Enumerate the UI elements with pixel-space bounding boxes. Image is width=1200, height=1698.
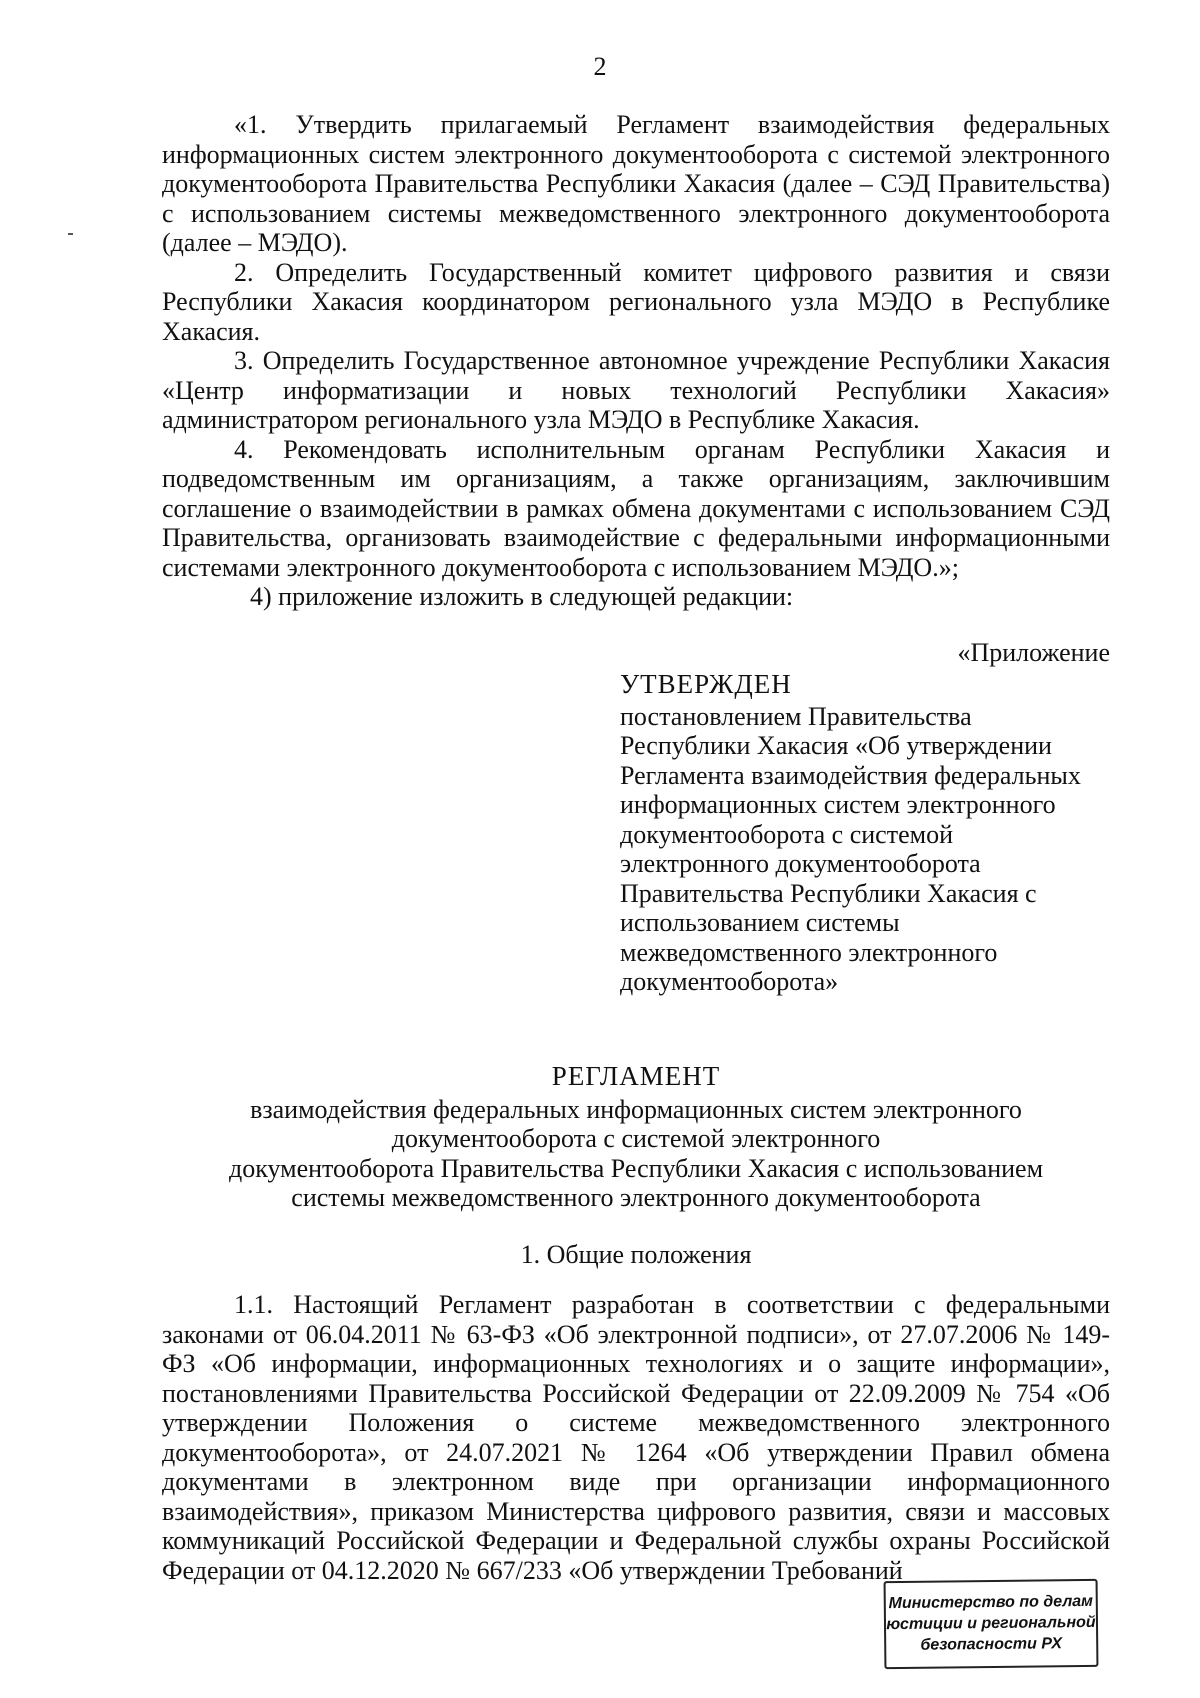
approval-heading: УТВЕРЖДЕН — [620, 669, 792, 699]
stamp-line: Министерство по делам — [888, 1592, 1094, 1613]
regulation-subtitle-line: системы межведомственного электронного документооборота — [291, 1183, 981, 1212]
registration-stamp — [884, 1579, 1099, 1669]
scan-artifact — [68, 233, 73, 235]
paragraph-item-4: 4. Рекомендовать исполнительным органам Республики Хакасия и подведомственным им организациям, а также организациям, заключившим соглашение о взаимодействии в рамках обмена документами с использованием СЭД Правительства, организовать взаимодействие с федеральными информационными системами электронного документооборота с использованием МЭДО.»; — [162, 434, 1110, 582]
approval-text: постановлением Правительства Республики Хакасия «Об утверждении Регламента взаимодействия федеральных информационных систем электронного документооборота с системой электронного документооборота Правительства Республики Хакасия с использованием системы межведомственного электронного документооборота» — [620, 701, 1081, 996]
appendix-label: «Приложение — [957, 638, 1110, 667]
page-number: 2 — [593, 52, 607, 81]
stamp-line: юстиции и региональной — [886, 1613, 1096, 1634]
regulation-subtitle-line: взаимодействия федеральных информационных систем электронного — [250, 1094, 1022, 1124]
regulation-title: РЕГЛАМЕНТ — [551, 1061, 721, 1091]
regulation-title-block — [162, 1062, 1110, 1213]
paragraph-item-2: 2. Определить Государственный комитет цифрового развития и связи Республики Хакасия координатором регионального узла МЭДО в Республике Хакасия. — [162, 257, 1110, 346]
section-body — [162, 1290, 1110, 1585]
paragraph-item-3: 3. Определить Государственное автономное учреждение Республики Хакасия «Центр информатизации и новых технологий Республики Хакасия» администратором регионального узла МЭДО в Республике Хакасия. — [162, 346, 1110, 434]
stamp-line: безопасности РХ — [920, 1635, 1063, 1654]
approval-block — [620, 670, 1090, 997]
paragraph-subitem-4: 4) приложение изложить в следующей редакции: — [250, 582, 794, 611]
regulation-subtitle-line: документооборота с системой электронного — [391, 1124, 881, 1153]
regulation-subtitle-line: документооборота Правительства Республики Хакасия с использованием — [228, 1153, 1044, 1183]
paragraph-item-1: «1. Утвердить прилагаемый Регламент взаимодействия федеральных информационных систем электронного документооборота с системой электронного документооборота Правительства Республики Хакасия (далее – СЭД Правительства) с использованием системы межведомственного электронного документооборота (далее – МЭДО). — [162, 110, 1110, 257]
section-paragraph: 1.1. Настоящий Регламент разработан в соответствии с федеральными законами от 06.04.2011 № 63-ФЗ «Об электронной подписи», от 27.07.2006 № 149-ФЗ «Об информации, информационных технологиях и о защите информации», постановлениями Правительства Российской Федерации от 22.09.2009 № 754 «Об утверждении Положения о системе межведомственного электронного документооборота», от 24.07.2021 № 1264 «Об утверждении Правил обмена документами в электронном виде при организации информационного взаимодействия», приказом Министерства цифрового развития, связи и массовых коммуникаций Российской Федерации и Федеральной службы охраны Российской Федерации от 04.12.2020 № 667/233 «Об утверждении Требований — [162, 1290, 1110, 1585]
amendment-text — [162, 110, 1110, 612]
section-heading: 1. Общие положения — [520, 1240, 752, 1269]
